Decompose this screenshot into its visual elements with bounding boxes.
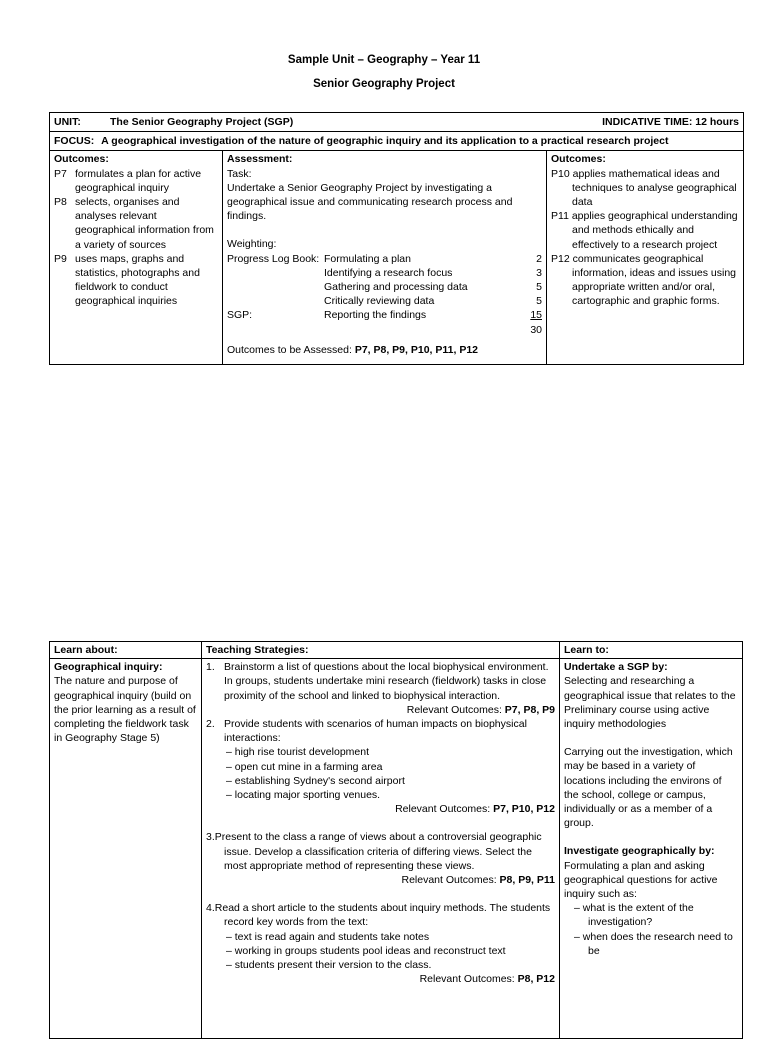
strategy-num: 1. (206, 661, 215, 674)
strategy-bullet: – establishing Sydney's second airport (226, 774, 405, 787)
weighting-item-label: Formulating a plan (324, 252, 411, 265)
strategy-bullet-text: text is read again and students take notes (234, 930, 430, 943)
strategy-num: 3. (206, 831, 215, 844)
strategy-bullet-text: high rise tourist development (234, 746, 370, 759)
outcome-code: P11 (551, 210, 569, 223)
strategy-text: Present to the class a range of views about a controversial geographic issue. Develop a classification criteria of differing views. Select the most appropriate method of representing these views. (214, 831, 542, 872)
task-label: Task: (227, 167, 252, 180)
outcome-text: formulates a plan for active geographical inquiry (75, 167, 202, 194)
learn-to-cell (560, 659, 743, 1039)
strategy-outcomes-value: P7, P8, P9 (504, 703, 555, 716)
page-title: Sample Unit – Geography – Year 11 (287, 54, 481, 66)
task-text: Undertake a Senior Geography Project by investigating a geographical issue and communicating research process and findings. (227, 181, 513, 223)
outcome-p12 (551, 252, 739, 309)
geographical-inquiry-heading: Geographical inquiry: (54, 661, 163, 674)
weighting-item-value: 15 (530, 309, 542, 322)
strategy-outcomes-label: Relevant Outcomes: (406, 703, 505, 716)
outcome-p8 (54, 195, 218, 252)
weighting-item-value: 3 (536, 266, 542, 279)
strategy-bullet-text: students present their version to the class. (234, 959, 432, 972)
weighting-item-value: 2 (536, 252, 542, 265)
page-subtitle: Senior Geography Project (313, 78, 455, 90)
strategy-outcomes-label: Relevant Outcomes: (401, 874, 500, 887)
learn-to-bullet: – when does the research need to be (574, 930, 733, 957)
weighting-label: Weighting: (227, 238, 277, 251)
outcomes-right-heading: Outcomes: (551, 153, 606, 166)
strategy-outcomes-value: P8, P9, P11 (499, 874, 555, 887)
unit-row (50, 113, 744, 132)
strategy-item (206, 901, 555, 929)
learn-to-para: Selecting and researching a geographical issue that relates to the Preliminary course using active inquiry methodologies (564, 675, 736, 731)
strategy-text: Brainstorm a list of questions about the local biophysical environment. In groups, students undertake mini research (fieldwork) tasks in close proximity of the school and linked to biophysical interaction. (224, 661, 549, 702)
learn-to-heading: Learn to: (560, 642, 743, 659)
outcome-p9 (54, 252, 218, 309)
strategy-outcomes (206, 873, 555, 887)
teaching-strategies-heading: Teaching Strategies: (202, 642, 560, 659)
outcome-text: uses maps, graphs and statistics, photographs and fieldwork to conduct geographical inquiries (75, 252, 200, 308)
outcome-text: applies mathematical ideas and techniques to analyse geographical data (572, 167, 737, 209)
outcome-code: P9 (54, 252, 67, 265)
strategy-item (206, 660, 555, 703)
strategy-bullet: – high rise tourist development (226, 746, 370, 759)
learn-to-bullet: – what is the extent of the investigation? (574, 902, 694, 929)
strategy-num: 2. (206, 718, 215, 731)
focus-label: FOCUS: (54, 135, 95, 148)
unit-value: The Senior Geography Project (SGP) (110, 116, 294, 128)
outcomes-assessed-value: P7, P8, P9, P10, P11, P12 (354, 343, 478, 356)
outcome-code: P12 (551, 252, 570, 265)
progress-label: Progress Log Book: (227, 252, 320, 265)
learn-to-para: Carrying out the investigation, which may be based in a variety of locations including the environs of the school, college or campus, individually or as a member of a group. (564, 746, 733, 830)
strategy-text: Provide students with scenarios of human impacts on biophysical interactions: (224, 718, 527, 745)
learn-about-text: The nature and purpose of geographical inquiry (build on the prior learning as a result of completing the fieldwork task in Geography Stage 5) (54, 675, 196, 745)
learn-to-para: Formulating a plan and asking geographical questions for active inquiry such as: (564, 859, 718, 901)
strategy-item (206, 830, 555, 873)
weighting-item-value: 5 (536, 295, 542, 308)
strategy-outcomes-value: P7, P10, P12 (493, 803, 555, 816)
learning-table (49, 641, 743, 1039)
weighting-item-label: Reporting the findings (324, 309, 427, 322)
strategy-num: 4. (206, 902, 215, 915)
weighting-item-label: Critically reviewing data (324, 295, 435, 308)
outcomes-left-cell (50, 151, 223, 365)
outcomes-assessed-label: Outcomes to be Assessed: (227, 343, 355, 356)
outcome-code: P8 (54, 196, 67, 209)
strategy-outcomes-label: Relevant Outcomes: (395, 803, 494, 816)
outcome-text: communicates geographical information, ideas and issues using appropriate written and/or oral, cartographic and graphic forms. (572, 252, 737, 308)
weighting-item-label: Identifying a research focus (324, 266, 453, 279)
focus-row (50, 132, 744, 151)
outcome-code: P7 (54, 167, 67, 180)
learn-to-bullet-text: when does the research need to be (582, 930, 733, 957)
weighting-item-label: Gathering and processing data (324, 281, 468, 294)
strategy-bullet: – locating major sporting venues. (226, 789, 381, 802)
assessment-heading: Assessment: (227, 153, 293, 166)
weighting-item-value: 5 (536, 281, 542, 294)
learn-about-cell (50, 659, 202, 1039)
weighting-total-row (227, 323, 542, 337)
strategy-bullet: – working in groups students pool ideas and reconstruct text (226, 944, 506, 957)
strategy-bullet: – text is read again and students take notes (226, 930, 430, 943)
weighting-row (227, 252, 542, 266)
strategy-outcomes-value: P8, P12 (517, 973, 555, 986)
undertake-sgp-heading: Undertake a SGP by: (564, 661, 668, 674)
unit-label: UNIT: (54, 116, 81, 128)
assessment-cell (223, 151, 547, 365)
outcomes-left-heading: Outcomes: (54, 153, 109, 166)
weighting-total: 30 (530, 323, 542, 336)
weighting-row (227, 266, 542, 280)
learn-to-bullet-text: what is the extent of the investigation? (582, 902, 694, 929)
outcomes-assessed (227, 343, 542, 357)
learn-about-heading: Learn about: (50, 642, 202, 659)
strategy-bullet-text: locating major sporting venues. (234, 789, 381, 802)
strategy-outcomes (206, 802, 555, 816)
outcomes-right-cell (547, 151, 744, 365)
strategy-bullet-text: establishing Sydney's second airport (234, 774, 405, 787)
weighting-row (227, 294, 542, 308)
unit-table (49, 112, 744, 365)
indicative-time: INDICATIVE TIME: 12 hours (602, 116, 740, 128)
focus-value: A geographical investigation of the nature of geographic inquiry and its application to a practical research project (101, 135, 669, 148)
outcome-p10 (551, 167, 739, 210)
strategy-text: Read a short article to the students about inquiry methods. The students record key words from the text: (214, 902, 551, 929)
outcome-code: P10 (551, 167, 570, 180)
outcome-p7 (54, 167, 218, 195)
weighting-row (227, 308, 542, 322)
strategy-outcomes-label: Relevant Outcomes: (419, 973, 518, 986)
strategies-cell (202, 659, 560, 1039)
weighting-row (227, 280, 542, 294)
outcome-text: selects, organises and analyses relevant geographical information from a variety of sources (75, 196, 214, 251)
sgp-label: SGP: (227, 309, 253, 322)
strategy-item (206, 717, 555, 745)
investigate-heading: Investigate geographically by: (564, 845, 715, 858)
strategy-bullet-text: open cut mine in a farming area (234, 760, 383, 773)
strategy-outcomes (206, 703, 555, 717)
strategy-outcomes (206, 972, 555, 986)
outcome-text: applies geographical understanding and methods ethically and effectively to a research project (571, 210, 738, 251)
strategy-bullet: – open cut mine in a farming area (226, 760, 383, 773)
strategy-bullet: – students present their version to the class. (226, 959, 432, 972)
strategy-bullet-text: working in groups students pool ideas and reconstruct text (234, 944, 506, 957)
outcome-p11 (551, 209, 739, 252)
